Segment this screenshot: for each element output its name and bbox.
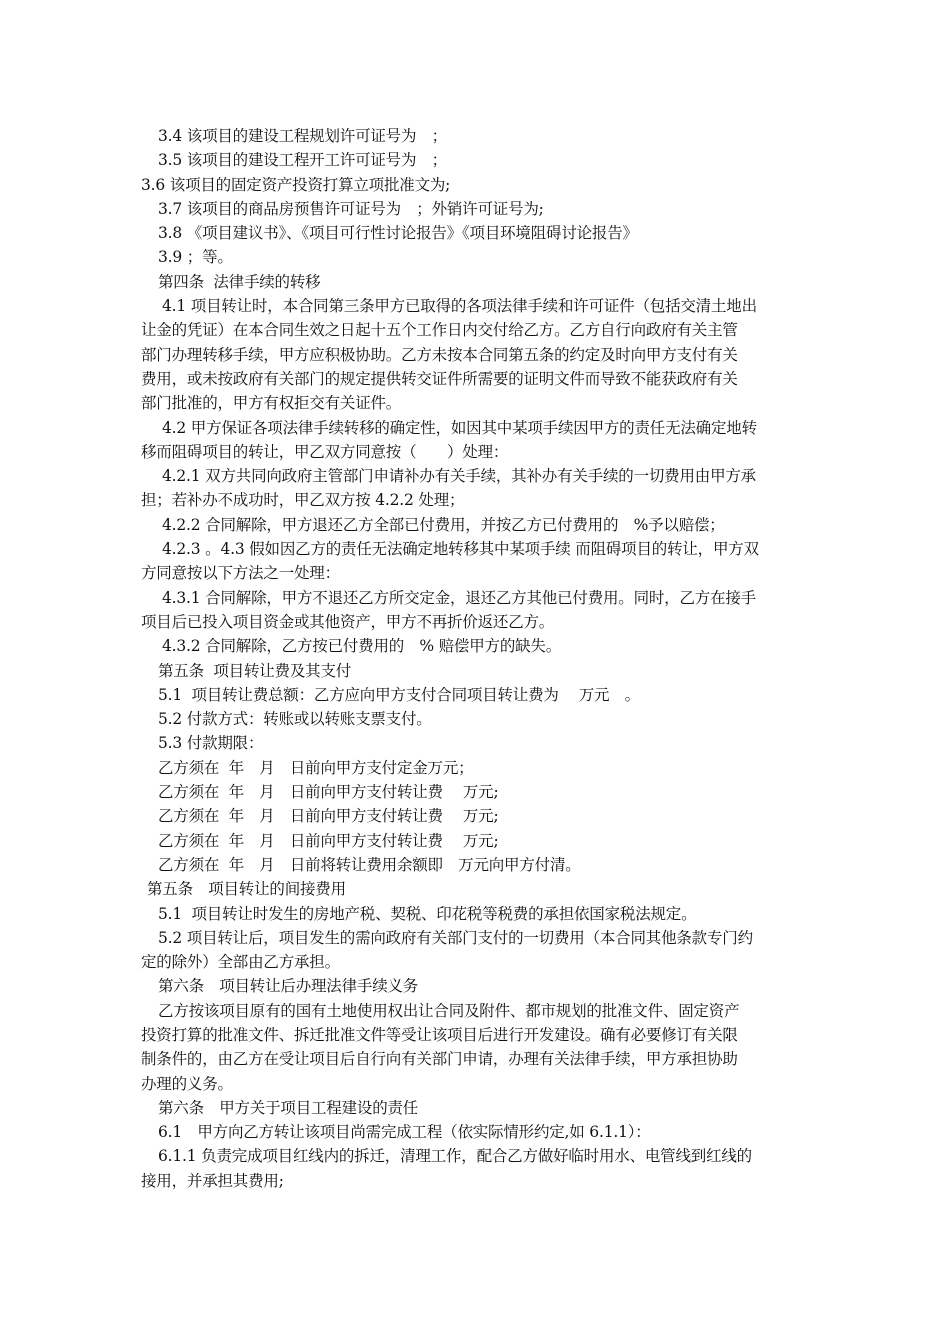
text-line: 办理的义务。 <box>141 1074 233 1093</box>
article-5-heading: 第五条 项目转让费及其支付 <box>158 661 352 680</box>
clause-3-4: 3.4 该项目的建设工程规划许可证号为 ； <box>158 127 447 145</box>
text-line: 制条件的，由乙方在受让项目后自行向有关部门申请，办理有关法律手续，甲方承担协助 <box>141 1050 738 1069</box>
payment-line: 乙方须在 年 月 日前将转让费用余额即 万元向甲方付清。 <box>158 855 581 874</box>
payment-line: 乙方须在 年 月 日前向甲方支付定金万元； <box>158 758 474 777</box>
clause-6-1-1: 6.1.1 负责完成项目红线内的拆迁，清理工作，配合乙方做好临时用水、电管线到红线的 <box>158 1147 752 1166</box>
text-line: 接用，并承担其费用; <box>141 1171 284 1190</box>
clause-4-2-2: 4.2.2 合同解除，甲方退还乙方全部已付费用，并按乙方已付费用的 %予以赔偿； <box>162 515 725 534</box>
clause-5-1-tax: 5.1 项目转让时发生的房地产税、契税、印花税等税费的承担依国家税法规定。 <box>158 904 697 923</box>
clause-4-1: 4.1 项目转让时，本合同第三条甲方已取得的各项法律手续和许可证件（包括交清土地出 <box>162 297 757 316</box>
article-6-responsibility-heading: 第六条 甲方关于项目工程建设的责任 <box>158 1098 419 1117</box>
article-4-heading: 第四条 法律手续的转移 <box>158 272 321 291</box>
payment-line: 乙方须在 年 月 日前向甲方支付转让费 万元; <box>158 783 499 802</box>
text-line: 部门批准的，甲方有权拒交有关证件。 <box>141 394 402 413</box>
article-6-paragraph: 乙方按该项目原有的国有土地使用权出让合同及附件、都市规划的批准文件、固定资产 <box>158 1001 740 1020</box>
text-line: 费用，或未按政府有关部门的规定提供转交证件所需要的证明文件而导致不能获政府有关 <box>141 369 738 388</box>
text-line: 投资打算的批准文件、拆迁批准文件等受让该项目后进行开发建设。确有必要修订有关限 <box>141 1025 738 1044</box>
clause-4-2-1: 4.2.1 双方共同向政府主管部门申请补办有关手续，其补办有关手续的一切费用由甲方承 <box>162 467 756 486</box>
clause-4-2-3: 4.2.3 。4.3 假如因乙方的责任无法确定地转移其中某项手续 而阻碍项目的转让，甲方双 <box>162 540 759 559</box>
clause-4-3-2: 4.3.2 合同解除，乙方按已付费用的 % 赔偿甲方的缺失。 <box>162 637 562 656</box>
text-line: 方同意按以下方法之一处理： <box>141 564 340 583</box>
clause-3-9: 3.9 ；等。 <box>158 248 233 267</box>
clause-4-2: 4.2 甲方保证各项法律手续转移的确定性，如因其中某项手续因甲方的责任无法确定地转 <box>162 418 757 437</box>
payment-line: 乙方须在 年 月 日前向甲方支付转让费 万元; <box>158 831 499 850</box>
clause-3-6: 3.6 该项目的固定资产投资打算立项批准文为; <box>141 175 451 194</box>
clause-5-2: 5.2 付款方式：转账或以转账支票支付。 <box>158 710 432 729</box>
clause-3-8: 3.8 《项目建议书》、《项目可行性讨论报告》《项目环境阻碍讨论报告》 <box>158 224 638 243</box>
clause-6-1: 6.1 甲方向乙方转让该项目尚需完成工程（依实际情形约定,如 6.1.1）： <box>158 1123 651 1142</box>
clause-3-7: 3.7 该项目的商品房预售许可证号为 ；外销许可证号为; <box>158 199 544 218</box>
text-line: 项目后已投入项目资金或其他资产，甲方不再折价返还乙方。 <box>141 612 555 631</box>
clause-5-1: 5.1 项目转让费总额：乙方应向甲方支付合同项目转让费为 万元 。 <box>158 685 640 704</box>
article-6-heading: 第六条 项目转让后办理法律手续义务 <box>158 977 419 996</box>
text-line: 定的除外）全部由乙方承担。 <box>141 953 340 972</box>
clause-5-3: 5.3 付款期限： <box>158 734 264 753</box>
clause-4-3-1: 4.3.1 合同解除，甲方不退还乙方所交定金，退还乙方其他已付费用。同时，乙方在接手 <box>162 588 756 607</box>
text-line: 部门办理转移手续，甲方应积极协助。乙方未按本合同第五条的约定及时向甲方支付有关 <box>141 345 738 364</box>
text-line: 移而阻碍项目的转让，甲乙双方同意按（ ）处理： <box>141 442 509 461</box>
contract-text <box>141 124 811 1193</box>
clause-3-5: 3.5 该项目的建设工程开工许可证号为 ； <box>158 151 447 170</box>
article-5-indirect-heading: 第五条 项目转让的间接费用 <box>147 880 346 899</box>
text-line: 担；若补办不成功时，甲乙双方按 4.2.2 处理； <box>141 491 465 510</box>
payment-line: 乙方须在 年 月 日前向甲方支付转让费 万元; <box>158 807 499 826</box>
clause-5-2-fees: 5.2 项目转让后，项目发生的需向政府有关部门支付的一切费用（本合同其他条款专门约 <box>158 928 753 947</box>
text-line: 让金的凭证）在本合同生效之日起十五个工作日内交付给乙方。乙方自行向政府有关主管 <box>141 321 738 340</box>
